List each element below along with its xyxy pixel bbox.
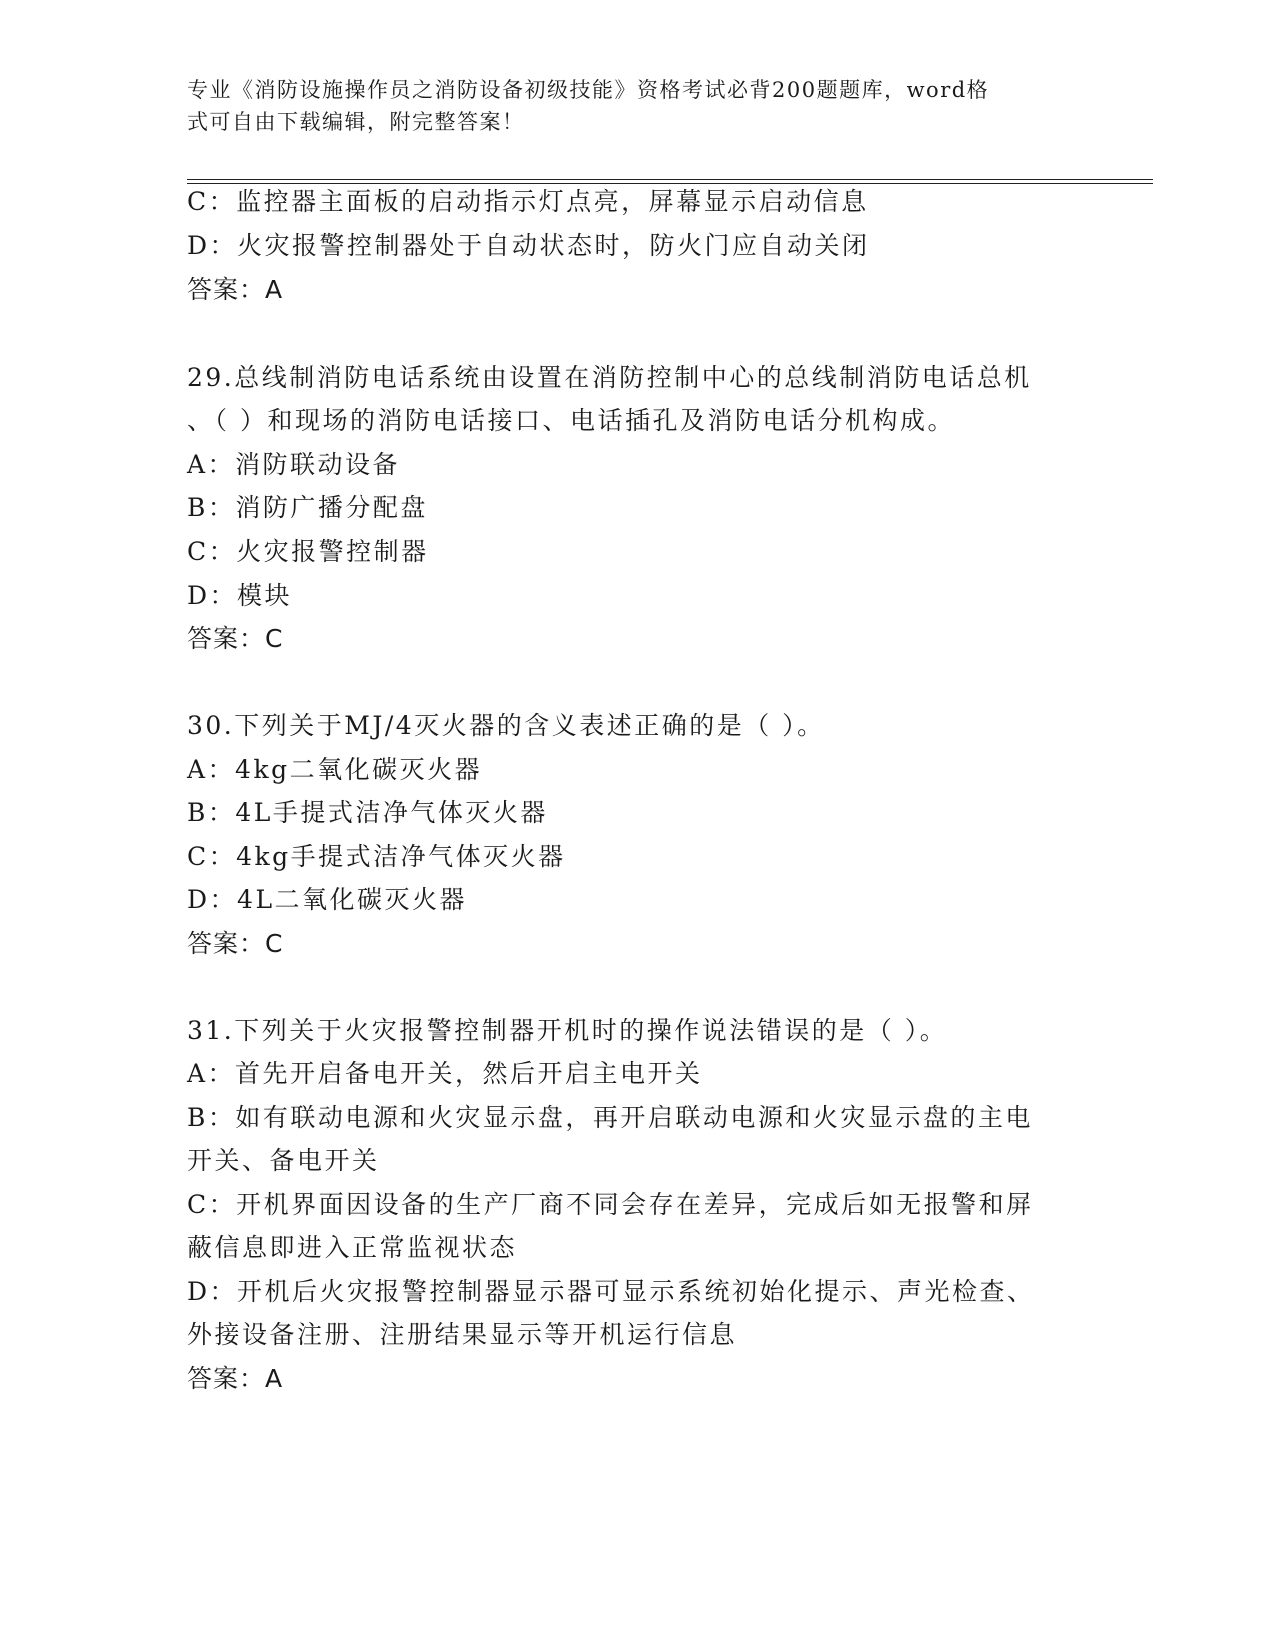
q30-option-a: A：4kg二氧化碳灭火器 <box>187 755 483 784</box>
q31-option-a: A：首先开启备电开关，然后开启主电开关 <box>187 1059 703 1088</box>
q29-option-b: B：消防广播分配盘 <box>187 493 428 522</box>
q30-option-c: C：4kg手提式洁净气体灭火器 <box>187 842 566 871</box>
q29-option-d: D：模块 <box>187 581 293 610</box>
q30-option-d: D：4L二氧化碳灭火器 <box>187 885 468 914</box>
q31-stem-line-1: 31.下列关于火灾报警控制器开机时的操作说法错误的是（ ）。 <box>187 1016 948 1045</box>
q31-option-b-line-1: B：如有联动电源和火灾显示盘，再开启联动电源和火灾显示盘的主电 <box>187 1103 1033 1132</box>
q29-answer: 答案：C <box>187 624 284 653</box>
q31-option-d-line-1: D：开机后火灾报警控制器显示器可显示系统初始化提示、声光检查、 <box>187 1277 1035 1306</box>
q29-stem-line-1: 29.总线制消防电话系统由设置在消防控制中心的总线制消防电话总机 <box>187 363 1032 392</box>
document-header <box>187 74 1067 138</box>
q30-stem-line-1: 30.下列关于MJ/4灭火器的含义表述正确的是（ ）。 <box>187 711 825 740</box>
q29-option-a: A：消防联动设备 <box>187 450 401 479</box>
header-divider-top <box>187 179 1153 180</box>
q28-option-c: C：监控器主面板的启动指示灯点亮，屏幕显示启动信息 <box>187 187 869 216</box>
q31-answer: 答案：A <box>187 1364 284 1393</box>
q29-stem-line-2: 、（ ）和现场的消防电话接口、电话插孔及消防电话分机构成。 <box>187 406 955 435</box>
q31-option-b-line-2: 开关、备电开关 <box>187 1146 380 1175</box>
q31-option-d-line-2: 外接设备注册、注册结果显示等开机运行信息 <box>187 1320 738 1349</box>
q28-answer: 答案：A <box>187 275 284 304</box>
header-line-2: 式可自由下载编辑，附完整答案！ <box>187 110 525 134</box>
q31-option-c-line-1: C：开机界面因设备的生产厂商不同会存在差异，完成后如无报警和屏 <box>187 1190 1034 1219</box>
q31-option-c-line-2: 蔽信息即进入正常监视状态 <box>187 1233 518 1262</box>
q30-answer: 答案：C <box>187 929 284 958</box>
header-line-1: 专业《消防设施操作员之消防设备初级技能》资格考试必背200题题库，word格 <box>187 78 990 102</box>
q30-option-b: B：4L手提式洁净气体灭火器 <box>187 798 548 827</box>
q28-option-d: D：火灾报警控制器处于自动状态时，防火门应自动关闭 <box>187 231 870 260</box>
q29-option-c: C：火灾报警控制器 <box>187 537 429 566</box>
